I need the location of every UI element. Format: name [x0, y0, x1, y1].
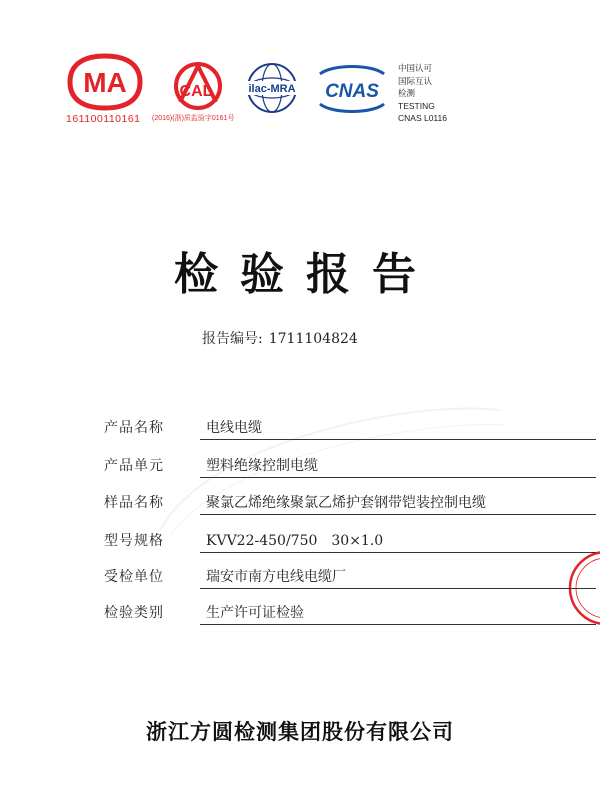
report-number-value: 1711104824: [268, 331, 358, 347]
field-value: KVV22-450/750 30×1.0: [200, 530, 596, 553]
field-label: 产品名称: [104, 420, 164, 436]
cnas-line: 国际互认: [398, 75, 433, 86]
cnas-logo: [312, 62, 392, 116]
svg-text:CNAS: CNAS: [325, 81, 379, 102]
field-value: 生产许可证检验: [200, 602, 596, 625]
field-label: 产品单元: [104, 458, 164, 474]
ilac-mra-logo: [234, 62, 310, 114]
cnas-line: 检测: [398, 88, 416, 98]
report-number-label: 报告编号:: [202, 331, 263, 347]
svg-text:CAL: CAL: [179, 83, 213, 100]
cnas-line: CNAS L0116: [398, 113, 447, 123]
cal-logo: [160, 58, 238, 112]
accreditation-logos: [0, 0, 600, 140]
cnas-line: 中国认可: [398, 63, 433, 73]
ma-number: 161100110161: [66, 113, 141, 125]
report-number: [202, 328, 358, 348]
cal-number: (2016)(浙)质监验字0161号: [152, 115, 235, 122]
field-label: 检验类别: [104, 605, 164, 621]
field-label: 型号规格: [104, 533, 164, 549]
company-name: 浙江方圆检测集团股份有限公司: [146, 720, 454, 744]
svg-text:MA: MA: [83, 67, 127, 98]
field-label: 受检单位: [104, 569, 164, 585]
svg-text:ilac-MRA: ilac-MRA: [248, 83, 296, 95]
ma-logo: [64, 52, 146, 112]
cnas-line: TESTING: [398, 100, 435, 111]
page-title: 检验报告: [174, 249, 438, 300]
field-value: 电线电缆: [200, 417, 596, 440]
field-value: 聚氯乙烯绝缘聚氯乙烯护套钢带铠装控制电缆: [200, 492, 596, 515]
cnas-text: [398, 62, 488, 125]
field-label: 样品名称: [104, 495, 164, 511]
field-value: 塑料绝缘控制电缆: [200, 455, 596, 478]
field-value: 瑞安市南方电线电缆厂: [200, 566, 596, 589]
